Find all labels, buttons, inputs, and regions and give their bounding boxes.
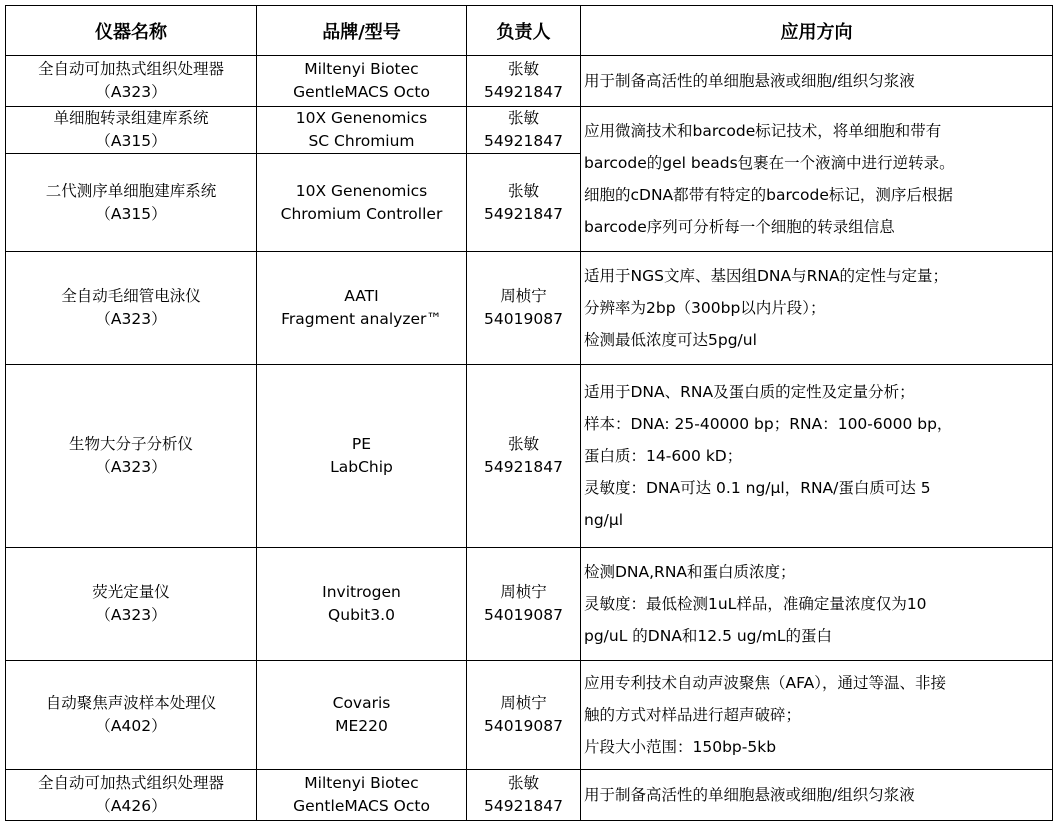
instrument-table: [5, 5, 1053, 821]
owner-cell: 周桢宁 54019087: [467, 661, 581, 770]
table-row: [6, 661, 1053, 770]
brand-model-cell: AATI Fragment analyzer™: [257, 252, 467, 365]
owner-cell: 张敏 54921847: [467, 56, 581, 107]
instrument-name-cell: 自动聚焦声波样本处理仪 （A402）: [6, 661, 257, 770]
instrument-name-cell: 全自动可加热式组织处理器 （A426）: [6, 770, 257, 821]
brand-model-cell: Miltenyi Biotec GentleMACS Octo: [257, 770, 467, 821]
owner-cell: 张敏 54921847: [467, 365, 581, 548]
application-cell: 适用于NGS文库、基因组DNA与RNA的定性与定量； 分辨率为2bp（300bp以内片段）； 检测最低浓度可达5pg/ul: [581, 252, 1053, 365]
brand-model-cell: PE LabChip: [257, 365, 467, 548]
application-cell-merged: 应用微滴技术和barcode标记技术，将单细胞和带有 barcode的gel beads包裹在一个液滴中进行逆转录。 细胞的cDNA都带有特定的barcode标记，测序后根据 barcode序列可分析每一个细胞的转录组信息: [581, 107, 1053, 252]
owner-cell: 张敏 54921847: [467, 154, 581, 252]
header-instrument-name: 仪器名称: [6, 6, 257, 56]
instrument-name-cell: 二代测序单细胞建库系统 （A315）: [6, 154, 257, 252]
table-row: [6, 56, 1053, 107]
brand-model-cell: 10X Genenomics SC Chromium: [257, 107, 467, 154]
application-cell: 用于制备高活性的单细胞悬液或细胞/组织匀浆液: [581, 770, 1053, 821]
table-row: [6, 107, 1053, 154]
brand-model-cell: Covaris ME220: [257, 661, 467, 770]
brand-model-cell: Miltenyi Biotec GentleMACS Octo: [257, 56, 467, 107]
brand-model-cell: 10X Genenomics Chromium Controller: [257, 154, 467, 252]
table-row: [6, 548, 1053, 661]
brand-model-cell: Invitrogen Qubit3.0: [257, 548, 467, 661]
header-brand-model: 品牌/型号: [257, 6, 467, 56]
header-owner: 负责人: [467, 6, 581, 56]
application-cell: 用于制备高活性的单细胞悬液或细胞/组织匀浆液: [581, 56, 1053, 107]
application-cell: 适用于DNA、RNA及蛋白质的定性及定量分析； 样本：DNA: 25-40000 bp；RNA：100-6000 bp， 蛋白质：14-600 kD； 灵敏度：DNA可达 0.1 ng/μl，RNA/蛋白质可达 5 ng/μl: [581, 365, 1053, 548]
application-cell: 检测DNA,RNA和蛋白质浓度； 灵敏度：最低检测1uL样品，准确定量浓度仅为10 pg/uL 的DNA和12.5 ug/mL的蛋白: [581, 548, 1053, 661]
instrument-name-cell: 生物大分子分析仪 （A323）: [6, 365, 257, 548]
header-row: [6, 6, 1053, 56]
owner-cell: 周桢宁 54019087: [467, 548, 581, 661]
instrument-name-cell: 全自动毛细管电泳仪 （A323）: [6, 252, 257, 365]
owner-cell: 张敏 54921847: [467, 770, 581, 821]
instrument-name-cell: 单细胞转录组建库系统 （A315）: [6, 107, 257, 154]
owner-cell: 张敏 54921847: [467, 107, 581, 154]
table-row: [6, 770, 1053, 821]
instrument-name-cell: 全自动可加热式组织处理器 （A323）: [6, 56, 257, 107]
application-cell: 应用专利技术自动声波聚焦（AFA），通过等温、非接 触的方式对样品进行超声破碎； 片段大小范围：150bp-5kb: [581, 661, 1053, 770]
instrument-name-cell: 荧光定量仪 （A323）: [6, 548, 257, 661]
table-row: [6, 252, 1053, 365]
owner-cell: 周桢宁 54019087: [467, 252, 581, 365]
table-row: [6, 365, 1053, 548]
header-application: 应用方向: [581, 6, 1053, 56]
